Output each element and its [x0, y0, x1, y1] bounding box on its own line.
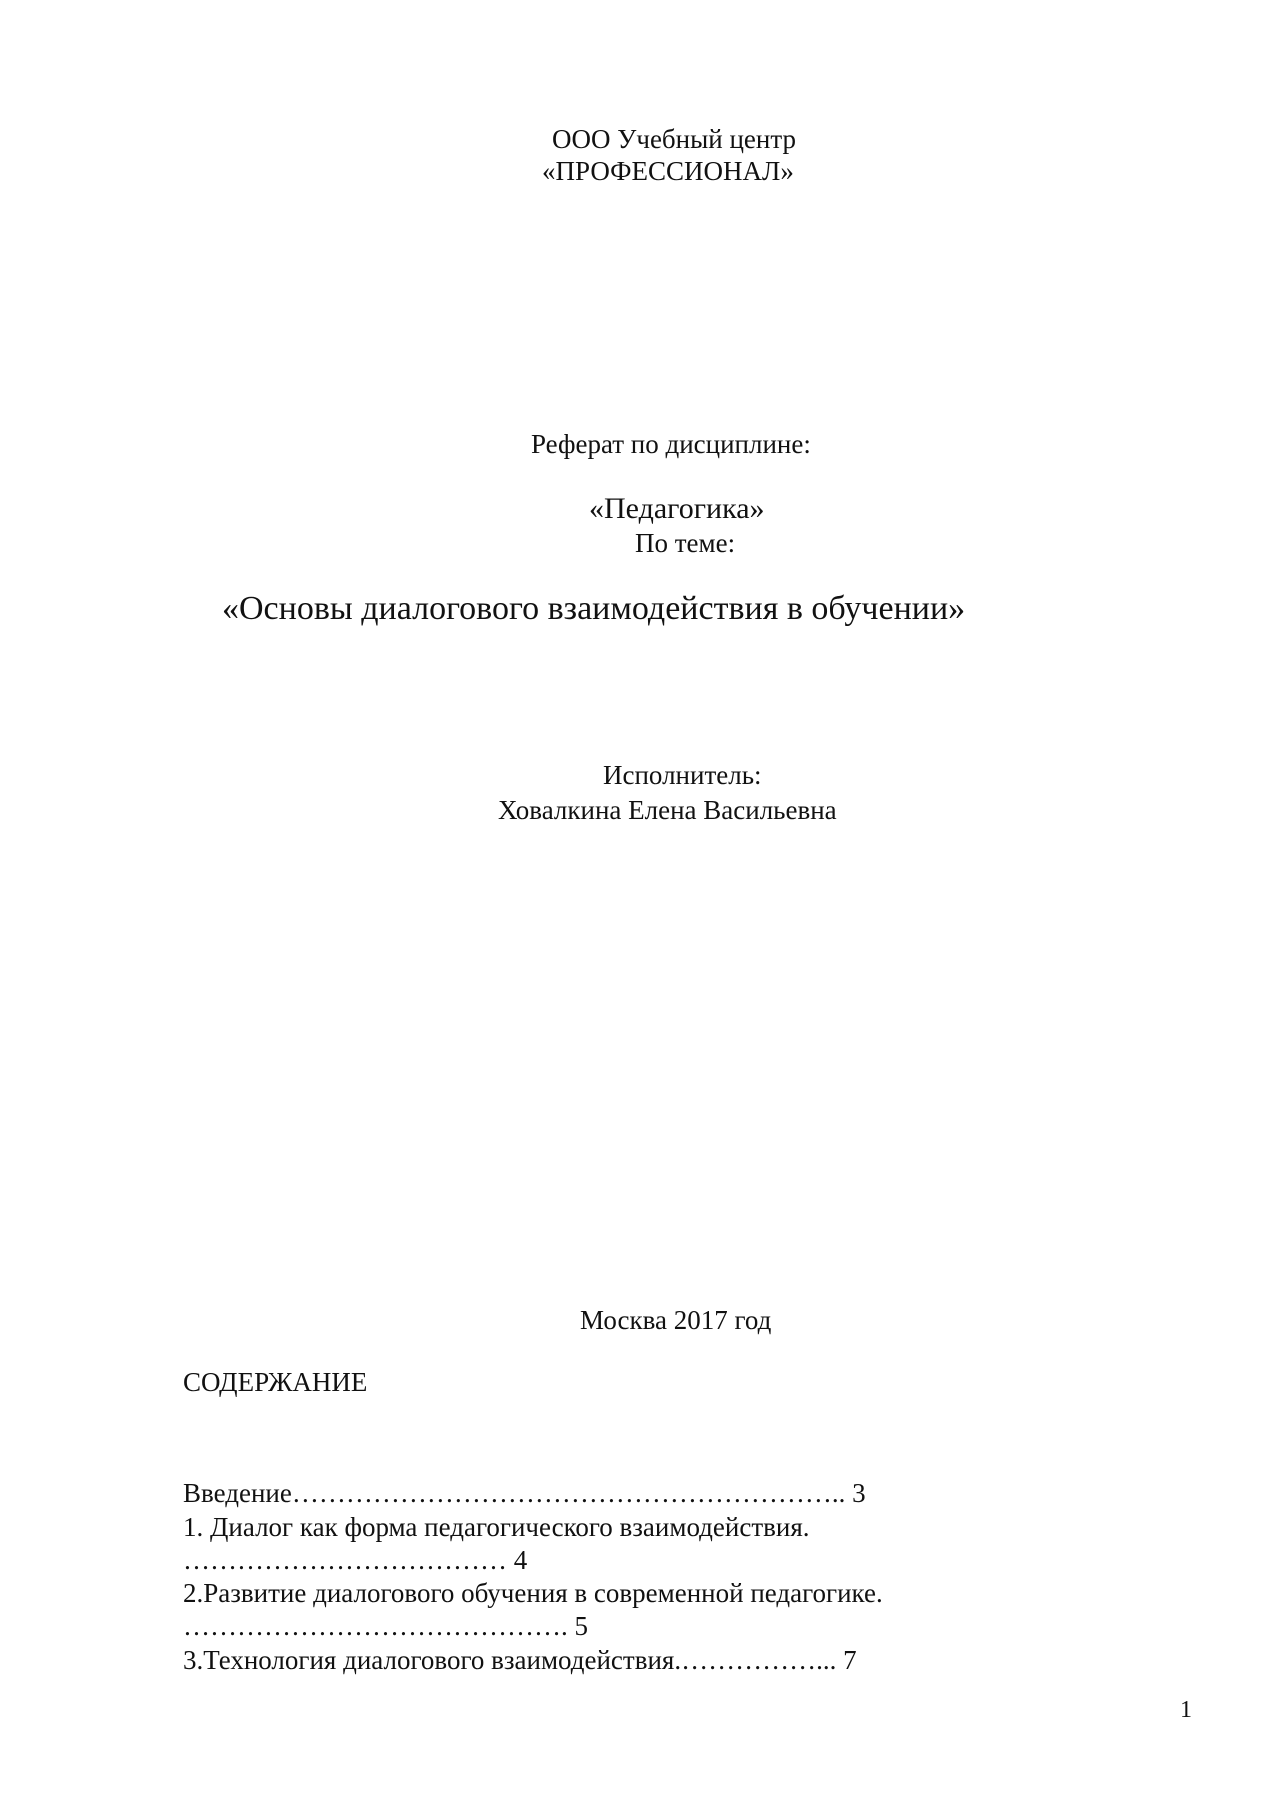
executor-name: Ховалкина Елена Васильевна — [498, 795, 837, 825]
organization-name-line1: ООО Учебный центр — [552, 124, 796, 154]
toc-item-2-title: 2.Развитие диалогового обучения в современной педагогике. — [183, 1578, 883, 1608]
toc-heading: СОДЕРЖАНИЕ — [183, 1367, 368, 1397]
city-year: Москва 2017 год — [580, 1305, 772, 1335]
organization-name-line2: «ПРОФЕССИОНАЛ» — [542, 156, 794, 186]
toc-item-1-title: 1. Диалог как форма педагогического взаимодействия. — [183, 1512, 810, 1542]
executor-label: Исполнитель: — [603, 760, 762, 790]
toc-item-introduction: Введение…………………………………………………….. 3 — [183, 1478, 866, 1508]
page-number: 1 — [1180, 1697, 1192, 1723]
discipline-name: «Педагогика» — [589, 492, 765, 525]
toc-item-3: 3.Технология диалогового взаимодействия.……………... 7 — [183, 1645, 857, 1675]
topic-title: «Основы диалогового взаимодействия в обучении» — [222, 590, 966, 627]
toc-item-2-page: ……………………………………. 5 — [183, 1611, 588, 1641]
topic-label: По теме: — [635, 528, 736, 558]
toc-item-1-page: ……………………………… 4 — [183, 1545, 528, 1575]
referat-label: Реферат по дисциплине: — [531, 429, 811, 459]
